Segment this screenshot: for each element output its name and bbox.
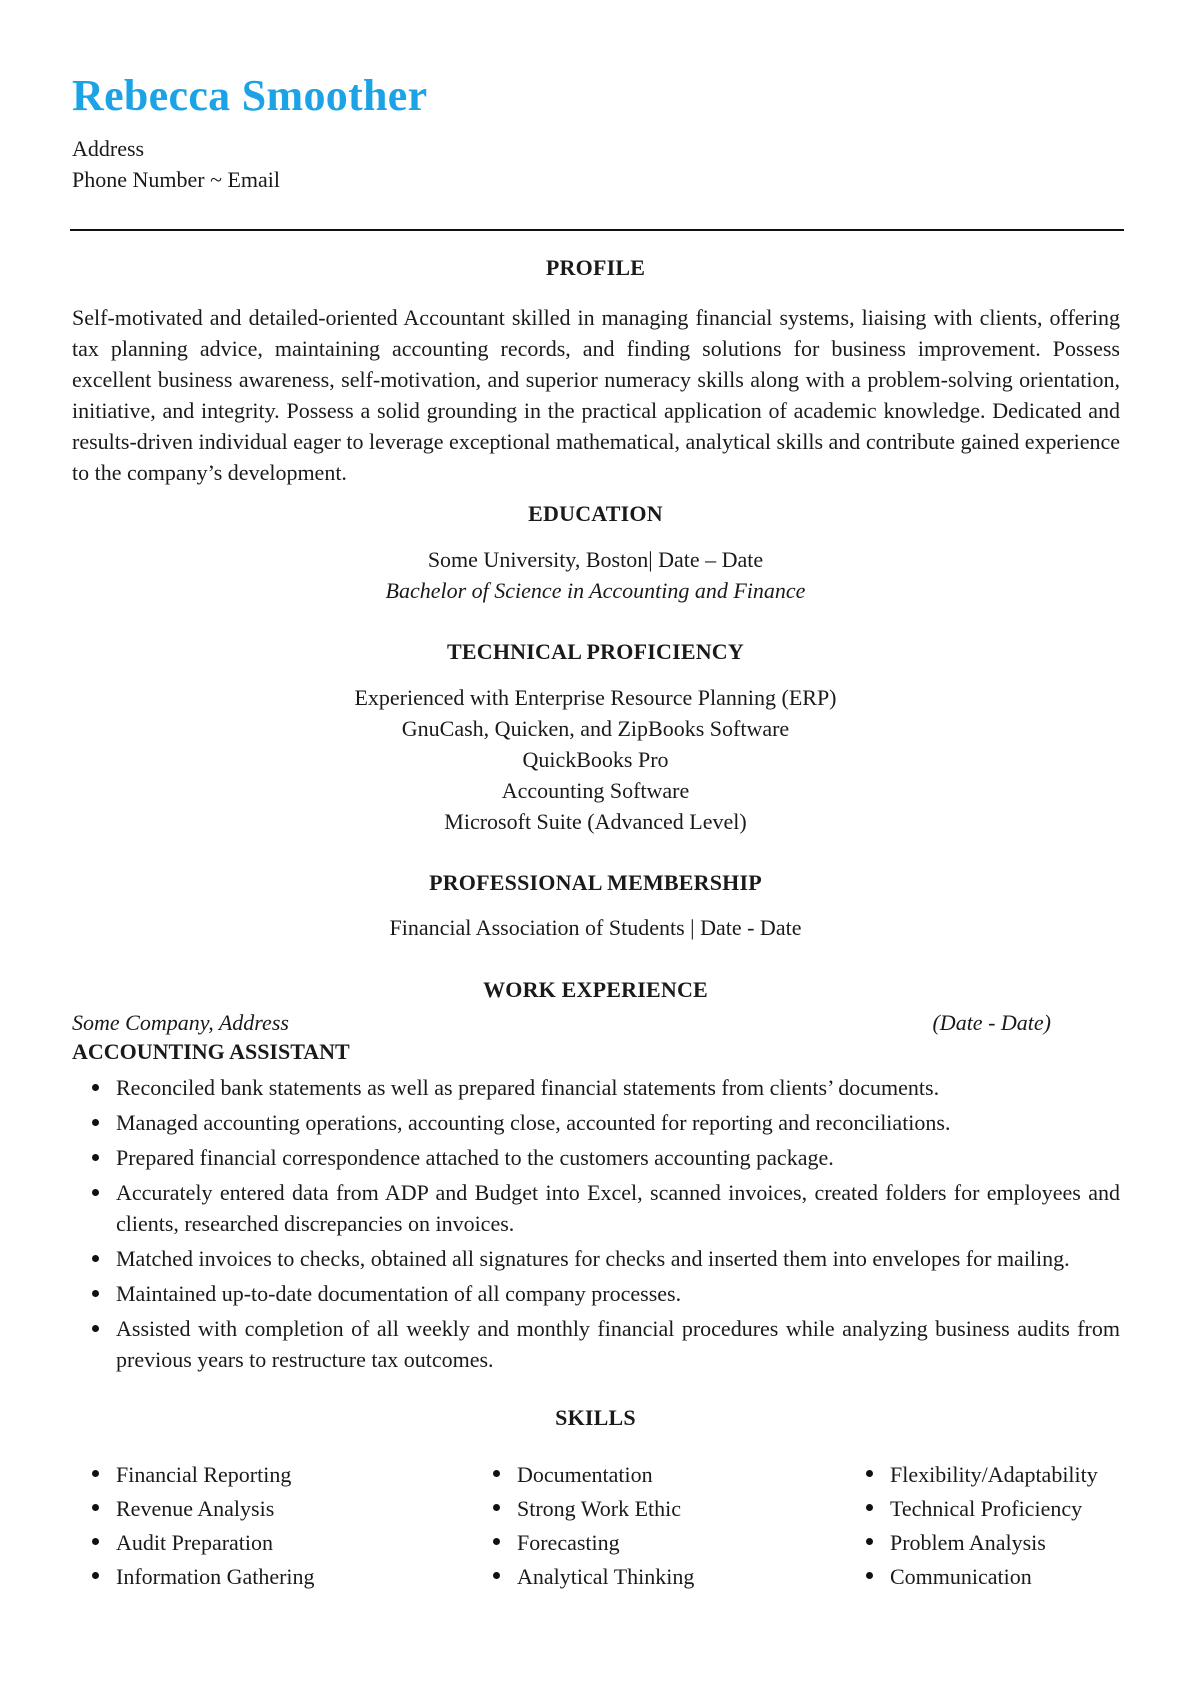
skill-item [846,1560,1098,1594]
bullet-icon [866,1538,873,1545]
bullet-icon [92,1119,99,1126]
skill-label: Documentation [517,1462,653,1487]
technical-item: QuickBooks Pro [522,747,669,772]
technical-heading: TECHNICAL PROFICIENCY [447,639,744,664]
bullet-icon [493,1572,500,1579]
skill-item [473,1492,694,1526]
technical-item: Experienced with Enterprise Resource Planning (ERP) [354,685,837,710]
technical-item: Accounting Software [501,778,690,803]
bullet-icon [92,1084,99,1091]
bullet-icon [493,1538,500,1545]
job-bullet-text: Managed accounting operations, accounting close, accounted for reporting and reconciliations. [116,1110,951,1135]
skill-item [72,1492,315,1526]
skill-item [846,1492,1098,1526]
bullet-icon [92,1290,99,1297]
skill-item [846,1526,1098,1560]
membership-heading: PROFESSIONAL MEMBERSHIP [429,870,762,895]
skill-label: Revenue Analysis [116,1496,275,1521]
skill-label: Problem Analysis [890,1530,1046,1555]
skill-label: Information Gathering [116,1564,315,1589]
skill-item [846,1458,1098,1492]
skill-label: Flexibility/Adaptability [890,1462,1098,1487]
candidate-name: Rebecca Smoother [72,71,428,120]
job-bullet-text: Matched invoices to checks, obtained all signatures for checks and inserted them into envelopes for mailing. [116,1246,1070,1271]
job-bullet-text: Maintained up-to-date documentation of all company processes. [116,1281,682,1306]
bullet-icon [92,1470,99,1477]
bullet-icon [493,1504,500,1511]
bullet-icon [92,1325,99,1332]
job-bullet [72,1072,1120,1103]
job-bullets [72,1072,1120,1379]
skill-label: Technical Proficiency [890,1496,1083,1521]
job-bullet-text: Reconciled bank statements as well as prepared financial statements from clients’ documents. [116,1075,940,1100]
bullet-icon [866,1504,873,1511]
education-school: Some University, Boston| Date – Date [427,547,764,572]
education-heading: EDUCATION [528,501,663,526]
contact-address: Address [72,136,145,161]
skill-label: Communication [890,1564,1032,1589]
skill-item [473,1560,694,1594]
job-dates: (Date - Date) [932,1010,1051,1035]
job-bullet [72,1313,1120,1375]
skill-item [473,1526,694,1560]
skill-label: Financial Reporting [116,1462,292,1487]
membership-item: Financial Association of Students | Date - Date [389,915,802,940]
bullet-icon [866,1470,873,1477]
bullet-icon [92,1572,99,1579]
technical-item: Microsoft Suite (Advanced Level) [444,809,747,834]
skill-item [473,1458,694,1492]
skills-column-2 [473,1458,694,1594]
skills-heading: SKILLS [555,1405,636,1430]
job-bullet [72,1142,1120,1173]
job-bullet-text: Accurately entered data from ADP and Budget into Excel, scanned invoices, created folders for employees and clients, researched discrepancies on invoices. [116,1180,1120,1236]
skills-column-1 [72,1458,315,1594]
education-degree: Bachelor of Science in Accounting and Finance [385,578,806,603]
work-heading: WORK EXPERIENCE [483,977,708,1002]
bullet-icon [92,1504,99,1511]
profile-heading: PROFILE [545,255,646,280]
job-bullet [72,1243,1120,1274]
bullet-icon [92,1255,99,1262]
skill-label: Forecasting [517,1530,620,1555]
job-bullet [72,1278,1120,1309]
skill-item [72,1560,315,1594]
skill-label: Audit Preparation [116,1530,274,1555]
skill-item [72,1526,315,1560]
bullet-icon [92,1538,99,1545]
job-bullet-text: Prepared financial correspondence attached to the customers accounting package. [116,1145,834,1170]
bullet-icon [92,1189,99,1196]
job-company: Some Company, Address [72,1010,289,1035]
profile-text: Self-motivated and detailed-oriented Accountant skilled in managing financial systems, liaising with clients, offering tax planning advice, maintaining accounting records, and finding solutions for business improvement. Possess excellent business awareness, self-motivation, and superior numeracy skills along with a problem-solving orientation, initiative, and integrity. Possess a solid grounding in the practical application of academic knowledge. Dedicated and results-driven individual eager to leverage exceptional mathematical, analytical skills and contribute gained experience to the company’s development. [72,305,1120,485]
skill-label: Analytical Thinking [517,1564,695,1589]
bullet-icon [866,1572,873,1579]
skill-item [72,1458,315,1492]
bullet-icon [92,1154,99,1161]
contact-phone-email: Phone Number ~ Email [72,167,281,192]
job-bullet [72,1107,1120,1138]
skills-column-3 [846,1458,1098,1594]
technical-item: GnuCash, Quicken, and ZipBooks Software [401,716,790,741]
job-bullet-text: Assisted with completion of all weekly and monthly financial procedures while analyzing business audits from previous years to restructure tax outcomes. [116,1316,1120,1372]
header-divider [70,229,1124,231]
job-title: ACCOUNTING ASSISTANT [72,1039,350,1064]
job-bullet [72,1177,1120,1239]
bullet-icon [493,1470,500,1477]
skill-label: Strong Work Ethic [517,1496,682,1521]
